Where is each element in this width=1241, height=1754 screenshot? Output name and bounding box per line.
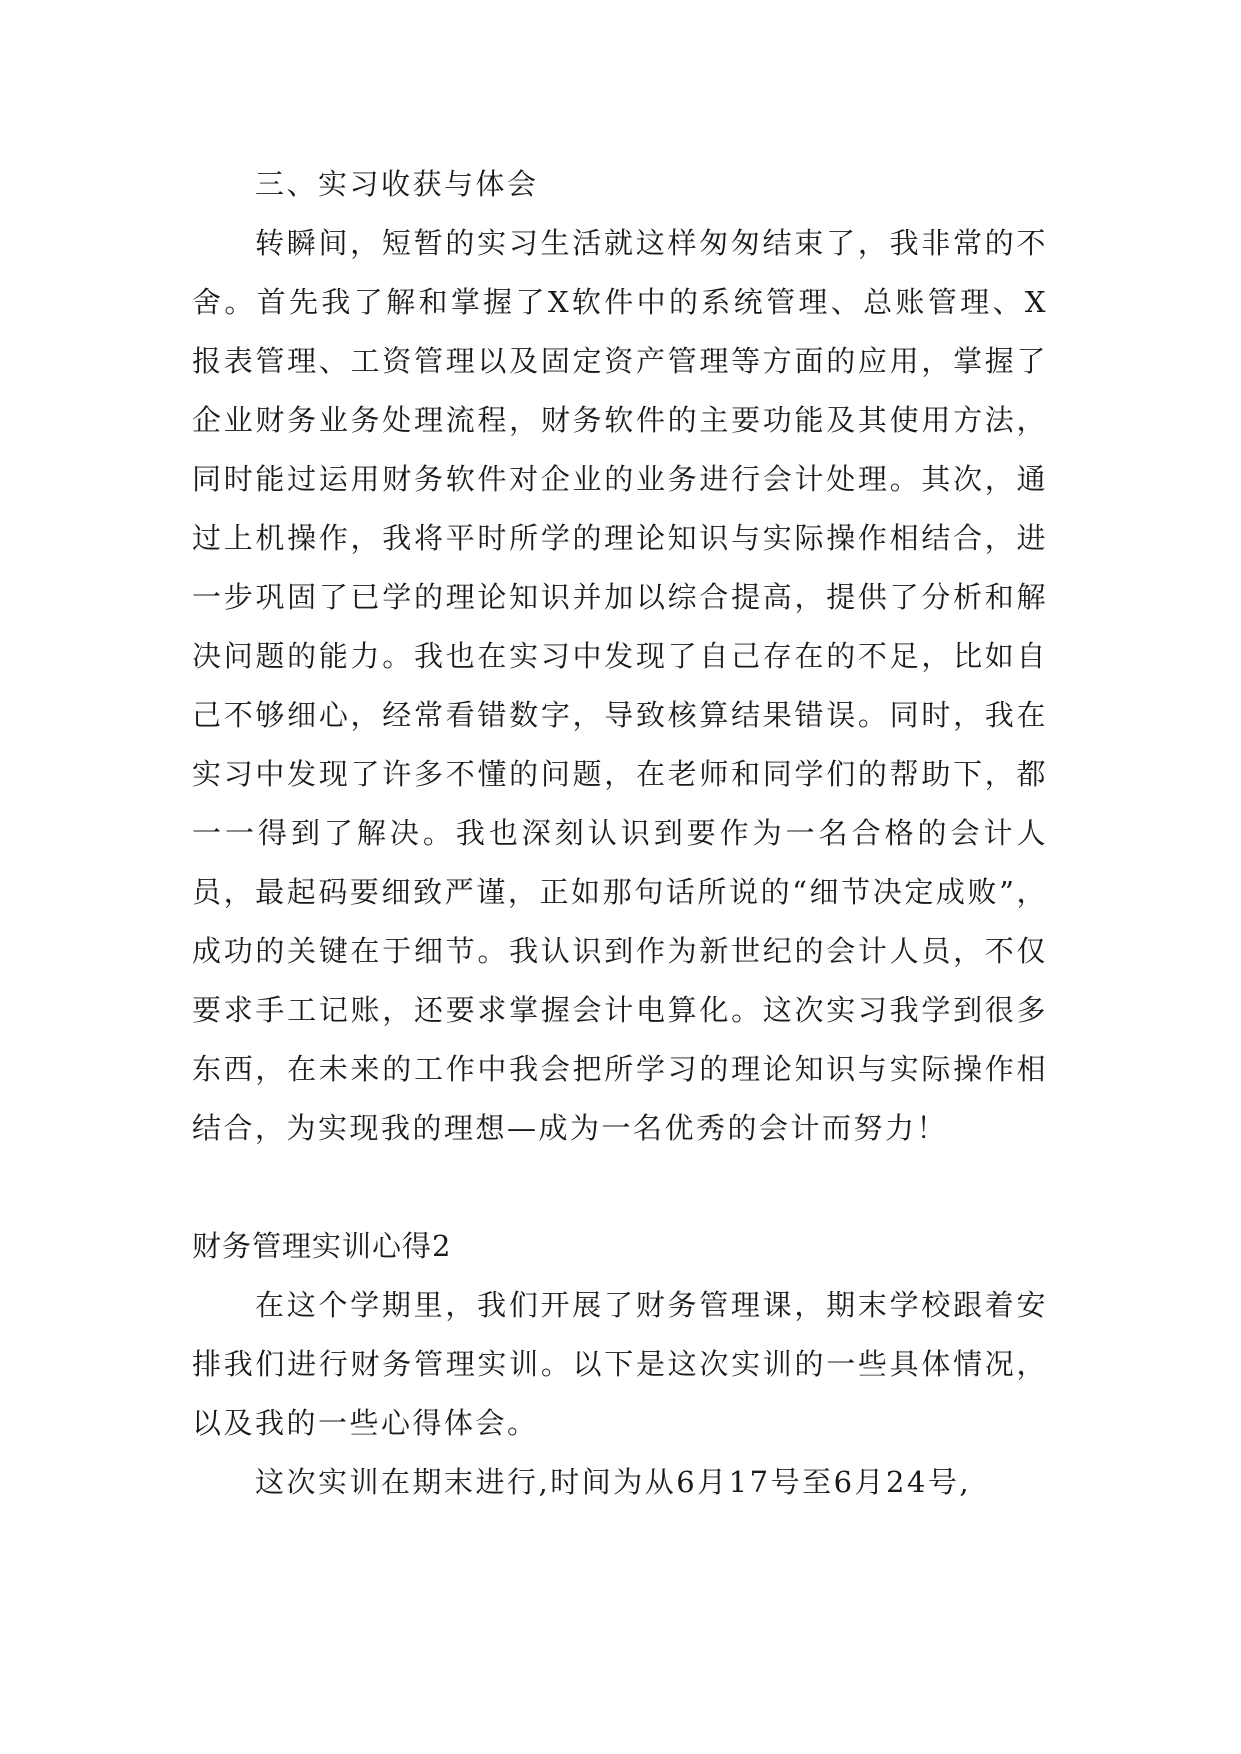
paragraph-internship-reflection: 转瞬间，短暂的实习生活就这样匆匆结束了，我非常的不舍。首先我了解和掌握了X软件中的系统管理、总账管理、X报表管理、工资管理以及固定资产管理等方面的应用，掌握了企业财务业务处理流程，财务软件的主要功能及其使用方法，同时能过运用财务软件对企业的业务进行会计处理。其次，通过上机操作，我将平时所学的理论知识与实际操作相结合，进一步巩固了已学的理论知识并加以综合提高，提供了分析和解决问题的能力。我也在实习中发现了自己存在的不足，比如自己不够细心，经常看错数字，导致核算结果错误。同时，我在实习中发现了许多不懂的问题，在老师和同学们的帮助下，都一一得到了解决。我也深刻认识到要作为一名合格的会计人员，最起码要细致严谨，正如那句话所说的“细节决定成败”，成功的关键在于细节。我认识到作为新世纪的会计人员，不仅要求手工记账，还要求掌握会计电算化。这次实习我学到很多东西，在未来的工作中我会把所学习的理论知识与实际操作相结合，为实现我的理想—成为一名优秀的会计而努力！: [192, 226, 1048, 1145]
section-heading: 三、实习收获与体会: [255, 167, 539, 201]
paragraph-intro: 在这个学期里，我们开展了财务管理课，期末学校跟着安排我们进行财务管理实训。以下是这次实训的一些具体情况，以及我的一些心得体会。: [192, 1288, 1048, 1440]
document-body: [192, 155, 1048, 1512]
article-title: 财务管理实训心得2: [192, 1229, 452, 1263]
paragraph-schedule: 这次实训在期末进行,时间为从6月17号至6月24号,: [255, 1465, 972, 1499]
